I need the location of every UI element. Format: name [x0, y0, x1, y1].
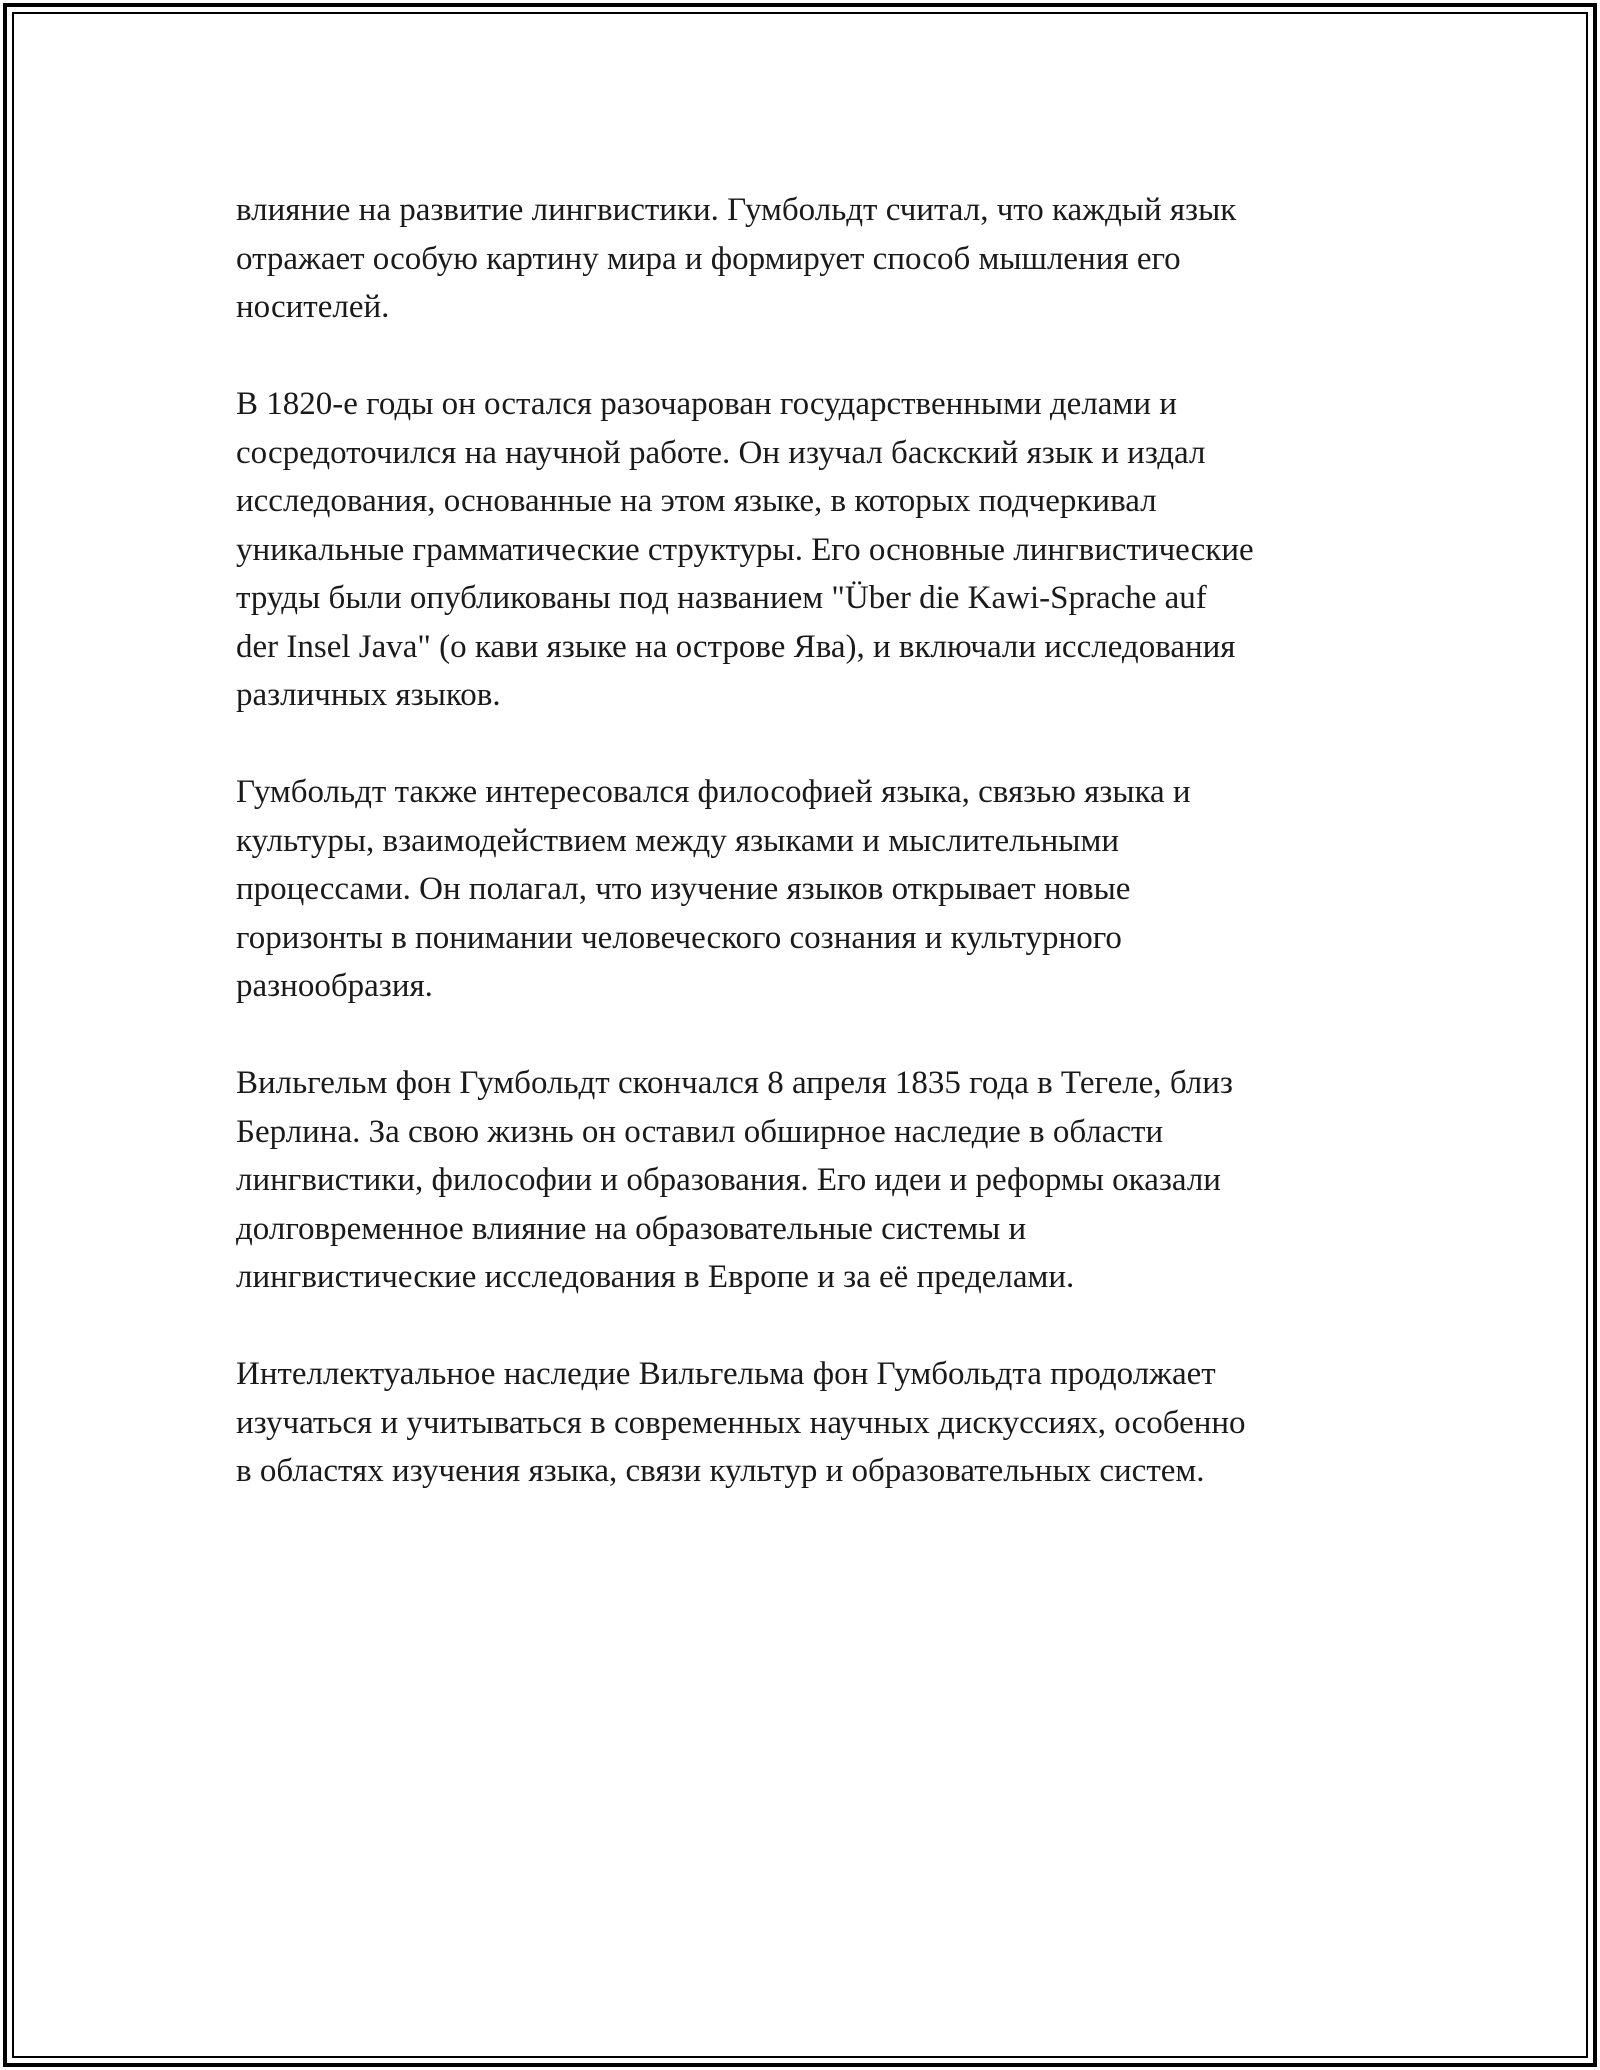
text-line: сосредоточился на научной работе. Он изучал баскский язык и издал — [236, 434, 1206, 471]
paragraph-4 — [236, 1059, 1376, 1302]
document-body — [236, 186, 1376, 1544]
text-line: der Insel Java" (о кави языке на острове Ява), и включали исследования — [236, 628, 1236, 665]
text-line: В 1820-е годы он остался разочарован государственными делами и — [236, 386, 1177, 422]
text-line: горизонты в понимании человеческого сознания и культурного — [236, 919, 1122, 956]
paragraph-2 — [236, 380, 1376, 720]
text-line: долговременное влияние на образовательные системы и — [236, 1210, 1027, 1247]
text-line: изучаться и учитываться в современных научных дискуссиях, особенно — [236, 1404, 1246, 1441]
text-line: различных языков. — [236, 677, 501, 713]
text-line: отражает особую картину мира и формирует способ мышления его — [236, 240, 1181, 277]
text-line: Интеллектуальное наследие Вильгельма фон Гумбольдта продолжает — [236, 1356, 1216, 1392]
text-line: процессами. Он полагал, что изучение языков открывает новые — [236, 871, 1131, 907]
text-line: Берлина. За свою жизнь он оставил обширное наследие в области — [236, 1113, 1164, 1150]
paragraph-5 — [236, 1350, 1376, 1496]
text-line: культуры, взаимодействием между языками и мыслительными — [236, 822, 1120, 859]
text-line: исследования, основанные на этом языке, в которых подчеркивал — [236, 483, 1157, 519]
text-line: в областях изучения языка, связи культур и образовательных систем. — [236, 1453, 1205, 1489]
text-line: носителей. — [236, 289, 390, 325]
text-line: влияние на развитие лингвистики. Гумбольдт считал, что каждый язык — [236, 192, 1237, 228]
text-line: лингвистические исследования в Европе и за её пределами. — [236, 1259, 1075, 1295]
text-line: уникальные грамматические структуры. Его основные лингвистические — [236, 531, 1254, 568]
text-line: лингвистики, философии и образования. Его идеи и реформы оказали — [236, 1162, 1221, 1198]
text-line: Вильгельм фон Гумбольдт скончался 8 апреля 1835 года в Тегеле, близ — [236, 1065, 1233, 1101]
paragraph-3 — [236, 768, 1376, 1011]
text-line: Гумбольдт также интересовался философией языка, связью языка и — [236, 774, 1191, 810]
text-line: разнообразия. — [236, 968, 433, 1004]
text-line: труды были опубликованы под названием "Über die Kawi-Sprache auf — [236, 580, 1207, 616]
paragraph-1 — [236, 186, 1376, 332]
